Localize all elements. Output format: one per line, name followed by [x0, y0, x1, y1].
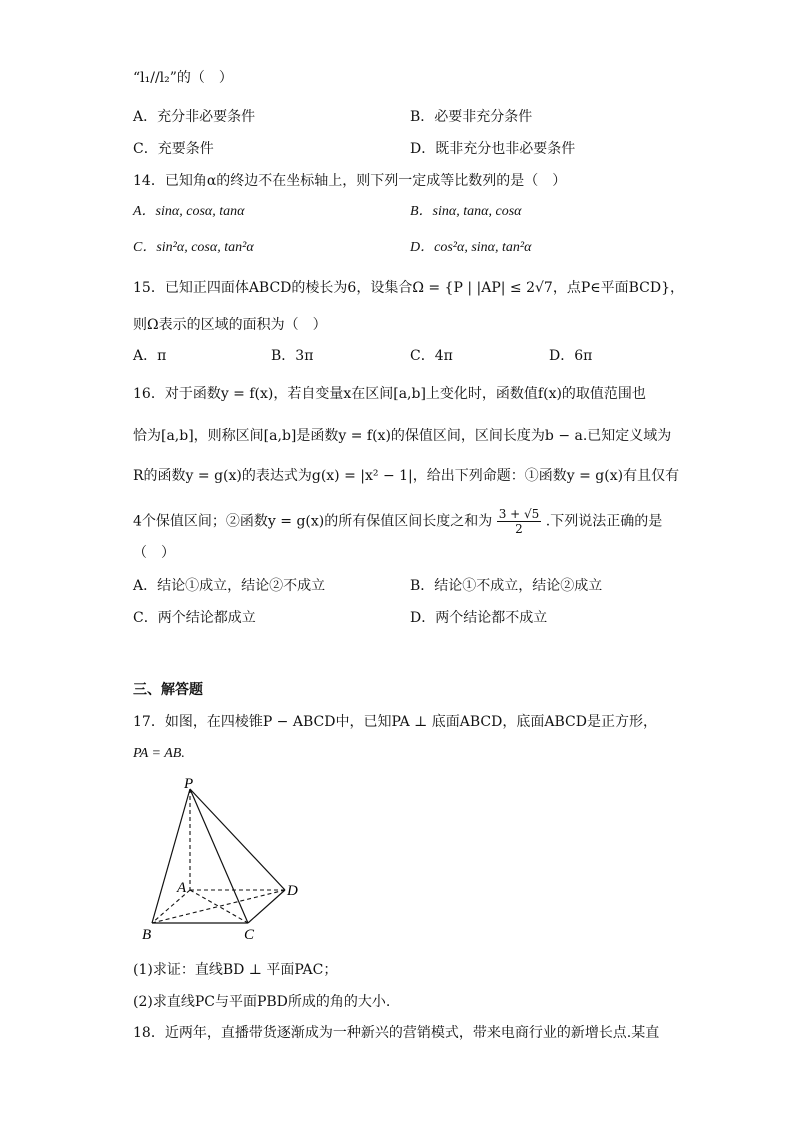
q13-option-c: C．充要条件	[133, 141, 214, 157]
q13-option-d: D．既非充分也非必要条件	[410, 141, 576, 157]
q15-option-a: A．π	[133, 348, 167, 364]
q13-option-a: A．充分非必要条件	[133, 109, 256, 125]
q14-option-c: C．sin²α, cosα, tan²α	[133, 240, 254, 255]
diagonal-ac	[190, 890, 248, 923]
edge-pc	[190, 789, 248, 923]
label-a: A	[177, 880, 187, 896]
q17-line1: 17．如图，在四棱锥P − ABCD中，已知PA ⊥ 底面ABCD，底面ABCD是正方形，	[133, 714, 657, 730]
q16-line4-pre: 4个保值区间；②函数y = g(x)的所有保值区间长度之和为	[133, 513, 493, 530]
q17-sub1: (1)求证：直线BD ⊥ 平面PAC；	[133, 962, 338, 978]
q16-line2: 恰为[a,b]，则称区间[a,b]是函数y = f(x)的保值区间，区间长度为b − a.已知定义域为	[133, 428, 672, 444]
label-p: P	[184, 776, 194, 792]
q13-option-b: B．必要非充分条件	[410, 109, 533, 125]
q15-option-d: D．6π	[549, 348, 593, 364]
q16-line4	[133, 507, 662, 536]
q16-line1: 16．对于函数y = f(x)，若自变量x在区间[a,b]上变化时，函数值f(x)的取值范围也	[133, 386, 646, 402]
q16-fraction-numerator: 3 + √5	[498, 507, 540, 521]
q16-fraction-denominator: 2	[515, 522, 523, 536]
q14-stem: 14．已知角α的终边不在坐标轴上，则下列一定成等比数列的是（ ）	[133, 173, 567, 189]
label-d: D	[287, 883, 298, 899]
q14-option-b: B．sinα, tanα, cosα	[410, 204, 522, 219]
q14-option-d: D．cos²α, sinα, tan²α	[410, 240, 532, 255]
q16-fraction	[497, 507, 542, 536]
label-c: C	[244, 927, 255, 943]
q16-option-c: C．两个结论都成立	[133, 610, 256, 626]
q16-line3: R的函数y = g(x)的表达式为g(x) = |x² − 1|，给出下列命题：①函数y = g(x)有且仅有	[133, 468, 680, 484]
section-heading: 三、解答题	[133, 682, 203, 698]
q16-line4-post: .下列说法正确的是	[545, 513, 663, 530]
pyramid-figure	[130, 775, 330, 945]
edge-pd	[190, 789, 285, 890]
q16-option-a: A．结论①成立，结论②不成立	[133, 578, 326, 594]
q15-option-b: B．3π	[271, 348, 314, 364]
label-b: B	[142, 927, 152, 943]
q16-option-d: D．两个结论都不成立	[410, 610, 548, 626]
q18-line1: 18．近两年，直播带货逐渐成为一种新兴的营销模式，带来电商行业的新增长点.某直	[133, 1025, 660, 1041]
q15-option-c: C．4π	[410, 348, 453, 364]
q17-sub2: (2)求直线PC与平面PBD所成的角的大小.	[133, 994, 391, 1010]
q14-option-a: A．sinα, cosα, tanα	[133, 204, 245, 219]
edge-pb	[152, 789, 190, 923]
q13-tail: “l₁//l₂”的（ ）	[133, 70, 233, 86]
q17-line2: PA = AB.	[133, 746, 185, 761]
q16-line5: （ ）	[133, 545, 175, 561]
q16-option-b: B．结论①不成立，结论②成立	[410, 578, 603, 594]
q15-line2: 则Ω表示的区域的面积为（ ）	[133, 317, 327, 333]
diagonal-bd	[152, 890, 285, 923]
edge-cd	[248, 890, 285, 923]
q15-line1: 15．已知正四面体ABCD的棱长为6，设集合Ω = {P | |AP| ≤ 2√7，点P∈平面BCD}，	[133, 280, 685, 296]
